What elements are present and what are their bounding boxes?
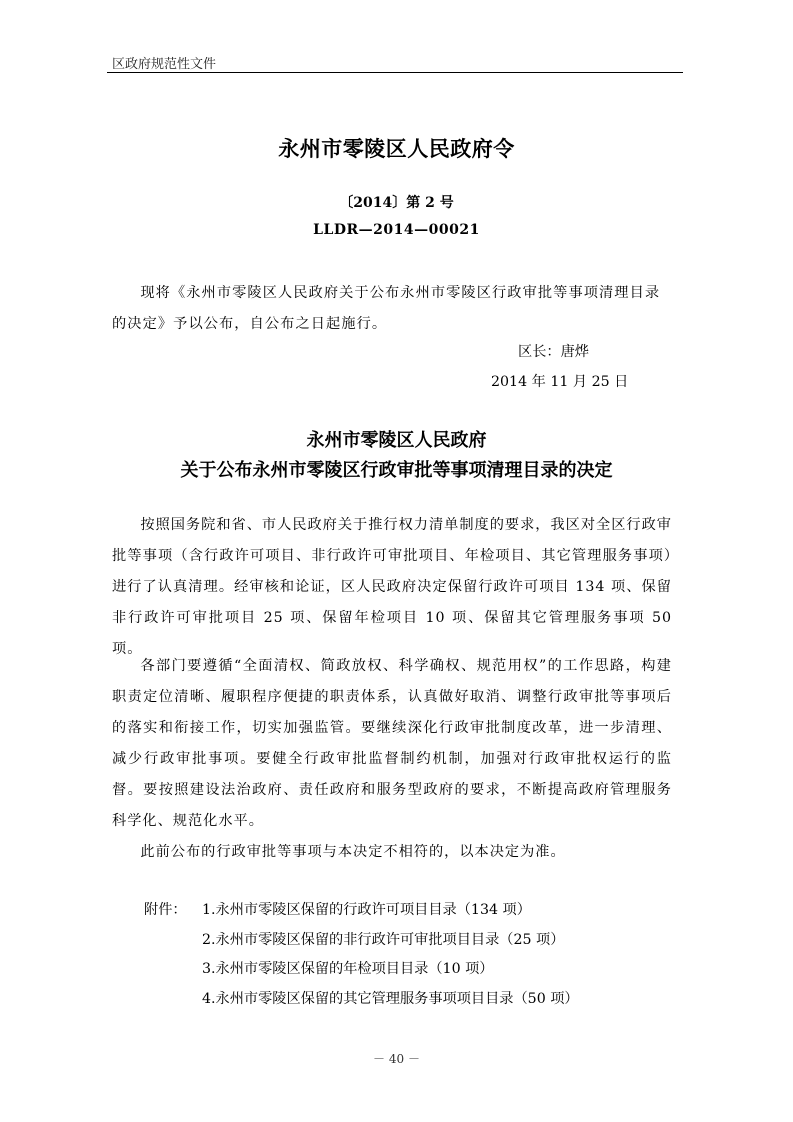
running-header: 区政府规范性文件 bbox=[112, 57, 217, 72]
body-paragraph: 按照国务院和省、市人民政府关于推行权力清单制度的要求，我区对全区行政审批等事项（含行政许可项目、非行政许可审批项目、年检项目、其它管理服务事项）进行了认真清理。经审核和论证，区人民政府决定保留行政许可项目 134 项、保留非行政许可审批项目 25 项、保留年检项目 10 项、保留其它管理服务事项 50 项。 bbox=[112, 517, 672, 657]
body-paragraph: 此前公布的行政审批等事项与本决定不相符的，以本决定为准。 bbox=[140, 844, 566, 860]
header-divider bbox=[107, 72, 683, 73]
attachment-item: 2.永州市零陵区保留的非行政许可审批项目目录（25 项） bbox=[202, 931, 565, 948]
page-number: － 40 － bbox=[373, 1052, 420, 1066]
attachments-label: 附件： bbox=[144, 902, 187, 918]
attachment-item: 3.永州市零陵区保留的年检项目目录（10 项） bbox=[202, 961, 494, 977]
document-code: LLDR—2014—00021 bbox=[313, 222, 480, 238]
signer: 区长：唐烨 bbox=[518, 344, 589, 360]
attachments-list bbox=[144, 896, 579, 1014]
attachment-row bbox=[144, 926, 579, 956]
attachment-item: 1.永州市零陵区保留的行政许可项目目录（134 项） bbox=[202, 902, 531, 918]
order-title: 永州市零陵区人民政府令 bbox=[278, 137, 515, 161]
order-intro: 现将《永州市零陵区人民政府关于公布永州市零陵区行政审批等事项清理目录的决定》予以公布，自公布之日起施行。 bbox=[112, 285, 661, 332]
sign-date: 2014 年 11 月 25 日 bbox=[491, 374, 629, 390]
decision-title-line2: 关于公布永州市零陵区行政审批等事项清理目录的决定 bbox=[180, 460, 613, 481]
attachment-row bbox=[144, 896, 579, 926]
attachment-row bbox=[144, 985, 579, 1015]
decision-title-line1: 永州市零陵区人民政府 bbox=[306, 430, 487, 451]
order-number: 〔2014〕第 2 号 bbox=[339, 195, 454, 211]
attachment-item: 4.永州市零陵区保留的其它管理服务事项项目目录（50 项） bbox=[202, 990, 579, 1007]
attachment-row bbox=[144, 955, 579, 985]
body-paragraph: 各部门要遵循“全面清权、简政放权、科学确权、规范用权”的工作思路，构建职责定位清晰、履职程序便捷的职责体系，认真做好取消、调整行政审批等事项后的落实和衔接工作，切实加强监管。要继续深化行政审批制度改革，进一步清理、减少行政审批事项。要健全行政审批监督制约机制，加强对行政审批权运行的监督。要按照建设法治政府、责任政府和服务型政府的要求，不断提高政府管理服务科学化、规范化水平。 bbox=[112, 658, 672, 829]
